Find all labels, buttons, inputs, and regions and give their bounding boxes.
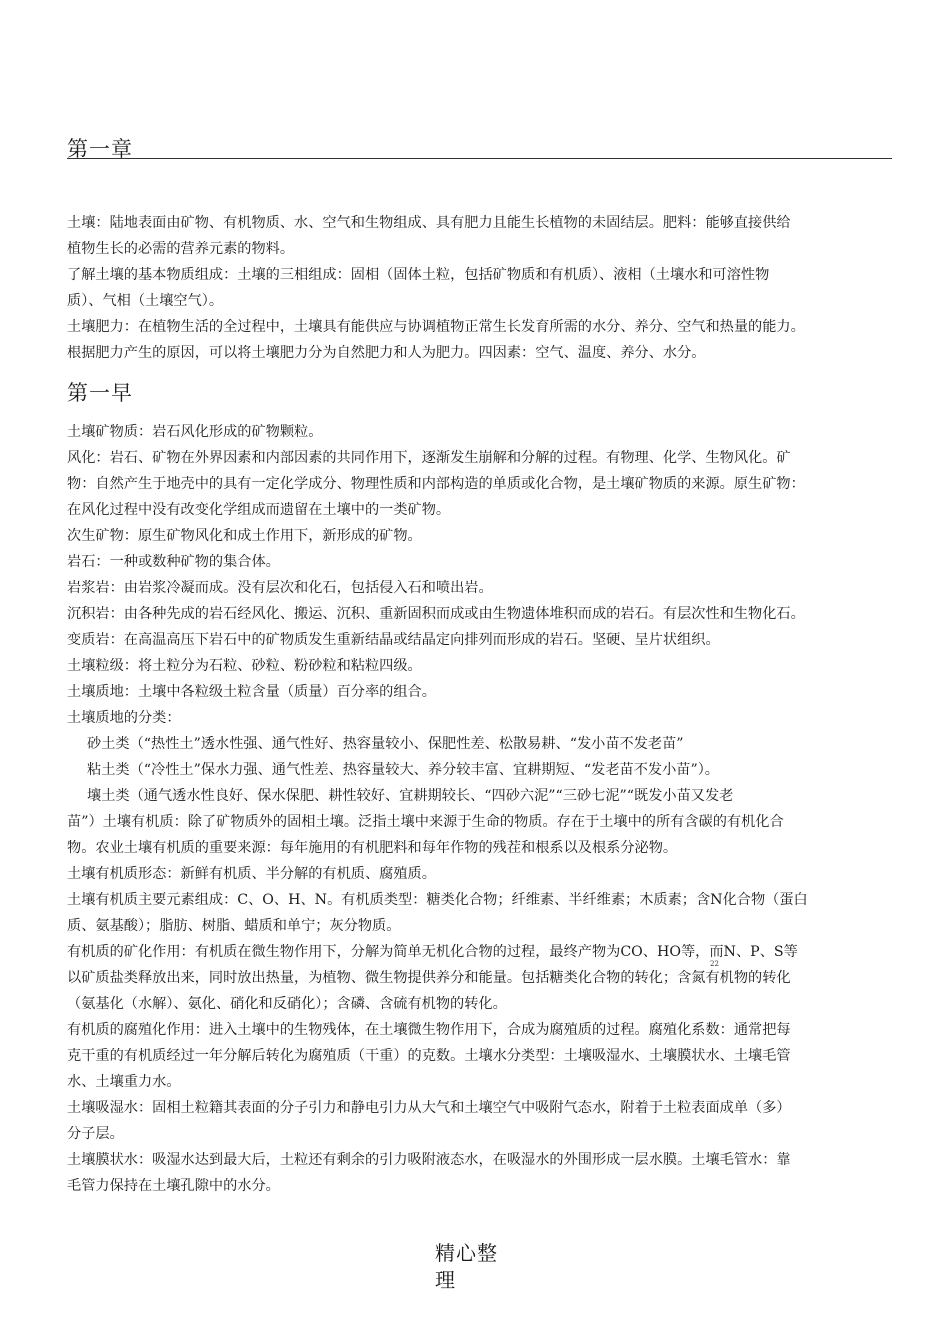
- text-line: 有机质的腐殖化作用：进入土壤中的生物残体，在土壤微生物作用下，合成为腐殖质的过程。腐殖化系数：通常把每: [67, 1022, 791, 1038]
- text-line: 土壤有机质主要元素组成：C、O、H、N。有机质类型：糖类化合物；纤维素、半纤维素；木质素；含N化合物（蛋白: [67, 892, 808, 908]
- text-line: 质、氨基酸）；脂肪、树脂、蜡质和单宁；灰分物质。: [67, 918, 401, 934]
- text-line: 在风化过程中没有改变化学组成而遗留在土壤中的一类矿物。: [67, 502, 451, 518]
- section-1-body: [67, 210, 893, 366]
- text-line: 风化：岩石、矿物在外界因素和内部因素的共同作用下，逐渐发生崩解和分解的过程。有物理、化学、生物风化。矿: [67, 450, 791, 466]
- footer-text: [435, 1240, 498, 1294]
- text-line: 土壤吸湿水：固相土粒籍其表面的分子引力和静电引力从大气和土壤空气中吸附气态水，附着于土粒表面成单（多）: [67, 1100, 791, 1116]
- text-line: 岩石：一种或数种矿物的集合体。: [67, 554, 280, 570]
- text-line: 物：自然产生于地壳中的具有一定化学成分、物理性质和内部构造的单质或化合物，是土壤矿物质的来源。原生矿物：: [67, 476, 805, 492]
- text-line: 了解土壤的基本物质组成：土壤的三相组成：固相（固体土粒，包括矿物质和有机质）、液相（土壤水和可溶性物: [67, 267, 770, 283]
- text-line: 壤土类（通气透水性良好、保水保肥、耕性较好、宜耕期较长、“四砂六泥”“三砂七泥”“既发小苗又发老: [87, 788, 734, 804]
- footer-line: 精心整: [435, 1241, 498, 1265]
- text-line: 分子层。: [67, 1126, 124, 1142]
- chapter-heading-1: 第一章: [67, 137, 133, 161]
- text-line: 水、土壤重力水。: [67, 1074, 181, 1090]
- text-line: 次生矿物：原生矿物风化和成土作用下，新形成的矿物。: [67, 528, 422, 544]
- text-line: 砂土类（“热性土”透水性强、通气性好、热容量较小、保肥性差、松散易耕、“发小苗不发老苗”: [87, 736, 684, 752]
- subscript-note: 22: [710, 960, 719, 968]
- text-line: 土壤：陆地表面由矿物、有机物质、水、空气和生物组成、具有肥力且能生长植物的未固结层。肥料：能够直接供给: [67, 215, 791, 231]
- text-line: 土壤矿物质：岩石风化形成的矿物颗粒。: [67, 424, 323, 440]
- heading-underline: [67, 158, 892, 159]
- text-line: 土壤膜状水：吸湿水达到最大后，土粒还有剩余的引力吸附液态水，在吸湿水的外围形成一层水膜。土壤毛管水：靠: [67, 1152, 791, 1168]
- chapter-heading-2: 第一早: [67, 381, 133, 405]
- text-line: 粘土类（“冷性土”保水力强、通气性差、热容量较大、养分较丰富、宜耕期短、“发老苗不发小苗”）。: [87, 762, 719, 778]
- text-line: 根据肥力产生的原因，可以将土壤肥力分为自然肥力和人为肥力。四因素：空气、温度、养分、水分。: [67, 345, 706, 361]
- text-line: 变质岩：在高温高压下岩石中的矿物质发生重新结晶或结晶定向排列而形成的岩石。坚硬、呈片状组织。: [67, 632, 720, 648]
- text-line: 土壤有机质形态：新鲜有机质、半分解的有机质、腐殖质。: [67, 866, 436, 882]
- text-line: 毛管力保持在土壤孔隙中的水分。: [67, 1178, 280, 1194]
- text-line: 苗”）土壤有机质：除了矿物质外的固相土壤。泛指土壤中来源于生命的物质。存在于土壤中的所有含碳的有机化合: [67, 814, 784, 830]
- text-line: 植物生长的必需的营养元素的物料。: [67, 241, 295, 257]
- text-line: 克干重的有机质经过一年分解后转化为腐殖质（干重）的克数。土壤水分类型：土壤吸湿水、土壤膜状水、土壤毛管: [67, 1048, 791, 1064]
- text-line: 土壤质地的分类：: [67, 710, 181, 726]
- footer-line: 理: [435, 1268, 456, 1292]
- text-line: 土壤粒级：将土粒分为石粒、砂粒、粉砂粒和粘粒四级。: [67, 658, 422, 674]
- text-line: 物。农业土壤有机质的重要来源：每年施用的有机肥料和每年作物的残茬和根系以及根系分泌物。: [67, 840, 678, 856]
- text-line: 以矿质盐类释放出来，同时放出热量，为植物、微生物提供养分和能量。包括糖类化合物的转化；含氮有机物的转化: [67, 970, 791, 986]
- text-line: 质）、气相（土壤空气）。: [67, 293, 224, 309]
- section-2-body: [67, 419, 893, 1199]
- text-line: 沉积岩：由各种先成的岩石经风化、搬运、沉积、重新固积而成或由生物遗体堆积而成的岩石。有层次性和生物化石。: [67, 606, 805, 622]
- text-line: 有机质的矿化作用：有机质在微生物作用下，分解为简单无机化合物的过程，最终产物为CO、HO等，而N、P、S等: [67, 944, 798, 960]
- text-line: 土壤肥力：在植物生活的全过程中，土壤具有能供应与协调植物正常生长发育所需的水分、养分、空气和热量的能力。: [67, 319, 805, 335]
- text-line: 土壤质地：土壤中各粒级土粒含量（质量）百分率的组合。: [67, 684, 436, 700]
- text-line: （氨基化（水解）、氨化、硝化和反硝化）；含磷、含硫有机物的转化。: [67, 996, 507, 1012]
- text-line: 岩浆岩：由岩浆冷凝而成。没有层次和化石，包括侵入石和喷出岩。: [67, 580, 493, 596]
